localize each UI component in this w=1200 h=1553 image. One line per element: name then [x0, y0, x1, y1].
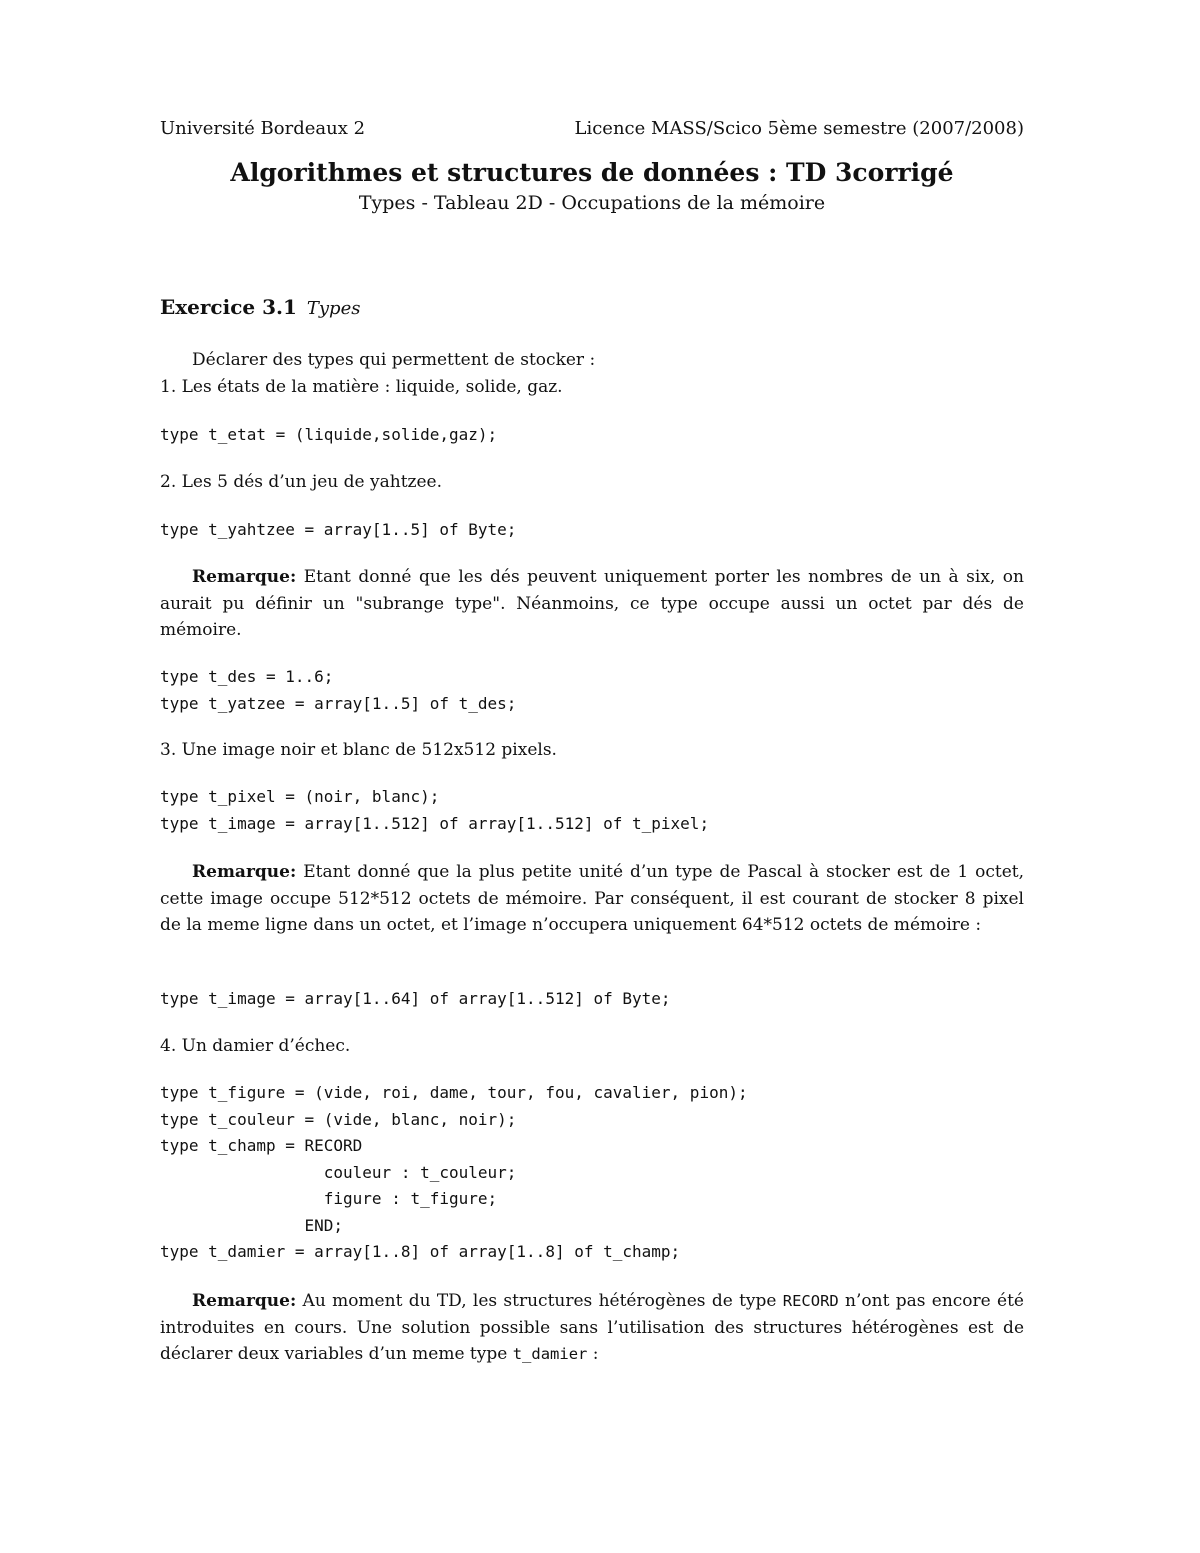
exercise-number: Exercice 3.1	[160, 295, 297, 319]
code-block-image: type t_pixel = (noir, blanc); type t_image = array[1..512] of array[1..512] of t_pixel;	[160, 787, 710, 833]
remark-label: Remarque:	[192, 567, 297, 587]
intro-paragraph: Déclarer des types qui permettent de stocker :	[192, 350, 596, 370]
remark-label: Remarque:	[192, 862, 297, 882]
remark-text: Etant donné que la plus petite unité d’un type de Pascal à stocker est de 1 octet, cette image occupe 512*512 octets de mémoire. Par conséquent, il est courant de stocker 8 pixel de la meme ligne dans un octet, et l’image n’occupera uniquement 64*512 octets de mémoire :	[160, 862, 1024, 935]
header-course: Licence MASS/Scico 5ème semestre (2007/2008)	[574, 118, 1024, 139]
list-item-1: 1. Les états de la matière : liquide, solide, gaz.	[160, 377, 563, 397]
remark-text-b: n’ont pas encore été introduites en cours. Une solution possible sans l’utilisation des structures hétérogènes est de déclarer deux variables d’un meme type	[160, 1291, 1024, 1364]
record-keyword: RECORD	[782, 1292, 839, 1310]
exercise-name: Types	[306, 298, 361, 319]
list-item-3: 3. Une image noir et blanc de 512x512 pixels.	[160, 740, 557, 760]
damier-type-name: t_damier	[512, 1345, 588, 1363]
remark-text: Etant donné que les dés peuvent uniquement porter les nombres de un à six, on aurait pu définir un "subrange type". Néanmoins, ce type occupe aussi un octet par dés de mémoire.	[160, 567, 1024, 640]
code-block-image-bytes: type t_image = array[1..64] of array[1..512] of Byte;	[160, 989, 671, 1008]
page-header	[160, 118, 1024, 142]
remark-3	[160, 1288, 1024, 1368]
header-university: Université Bordeaux 2	[160, 118, 366, 139]
remark-label: Remarque:	[192, 1291, 297, 1311]
code-block-yahtzee: type t_yahtzee = array[1..5] of Byte;	[160, 520, 517, 539]
code-block-etat: type t_etat = (liquide,solide,gaz);	[160, 425, 498, 444]
code-block-damier: type t_figure = (vide, roi, dame, tour, fou, cavalier, pion); type t_couleur = (vide, blanc, noir); type t_champ = RECORD couleur : t_couleur; figure : t_figure; END; type t_damier = array[1..8] of array[1..8] of t_champ;	[160, 1083, 748, 1261]
document-subtitle: Types - Tableau 2D - Occupations de la mémoire	[358, 192, 826, 214]
remark-1	[160, 564, 1024, 644]
remark-2	[160, 859, 1024, 939]
list-item-2: 2. Les 5 dés d’un jeu de yahtzee.	[160, 472, 443, 492]
remark-text-a: Au moment du TD, les structures hétérogènes de type	[296, 1291, 783, 1311]
list-item-4: 4. Un damier d’échec.	[160, 1036, 351, 1056]
remark-text-c: :	[587, 1344, 599, 1364]
document-title: Algorithmes et structures de données : TD 3corrigé	[230, 158, 954, 187]
code-block-des: type t_des = 1..6; type t_yatzee = array[1..5] of t_des;	[160, 667, 517, 713]
exercise-heading	[160, 295, 360, 319]
